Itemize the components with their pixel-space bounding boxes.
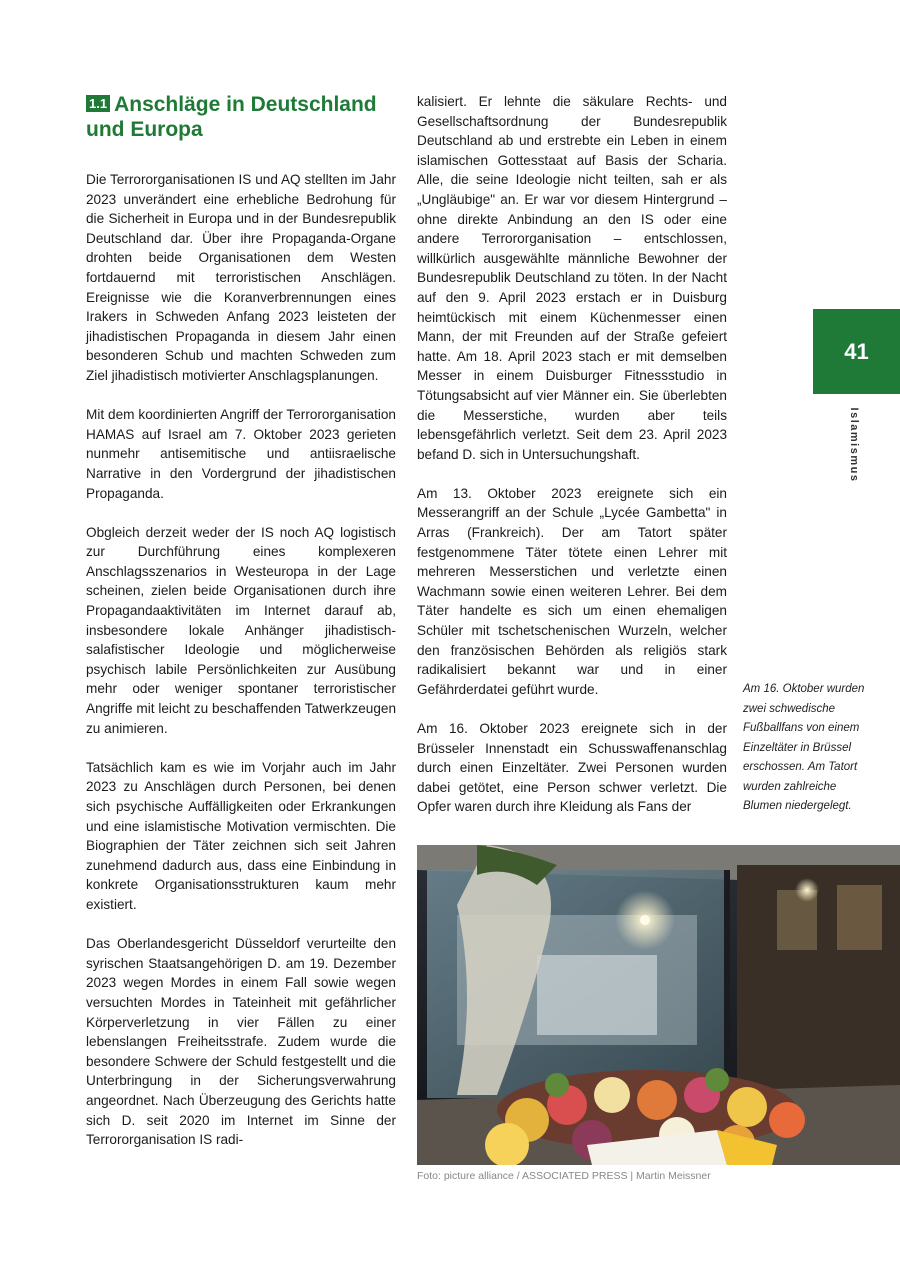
paragraph: Die Terrororganisationen IS und AQ stellten im Jahr 2023 unverändert eine erhebliche Bedrohung für die Sicherheit in Europa und in der Bundesrepublik Deutschland dar. Über ihre Propaganda-Organe drohten beide Organisationen dem Westen fortdauernd mit terroristischen Anschlägen. Ereignisse wie die Koranverbrennungen eines Irakers in Schweden Anfang 2023 leisteten der jihadistischen Propaganda in diesem Jahr einen besonderen Schub und machten Schweden zum Ziel jihadistisch motivierter Anschlagsplanungen. [86, 172, 396, 383]
page-number-tab [813, 309, 900, 394]
paragraph: Tatsächlich kam es wie im Vorjahr auch im Jahr 2023 zu Anschlägen durch Personen, bei denen sich psychische Auffälligkeiten oder Erkrankungen und eine islamistische Motivation vermischten. Die Biographien der Täter zeichnen sich seit Jahren zunehmend dadurch aus, dass eine Einbindung in konkrete Organisationsstrukturen kaum mehr existiert. [86, 759, 396, 912]
paragraph: Mit dem koordinierten Angriff der Terrororganisation HAMAS auf Israel am 7. Oktober 2023 gerieten nunmehr antisemitische und antiisraelische Narrative in den Vordergrund der jihadistischen Propaganda. [86, 407, 396, 501]
page-number: 41 [844, 338, 869, 364]
paragraph: Am 16. Oktober 2023 ereignete sich in der Brüsseler Innenstadt ein Schusswaffenanschlag durch einen Einzeltäter. Zwei Personen wurden dabei getötet, eine Person schwer verletzt. Die Opfer waren durch ihre Kleidung als Fans der [417, 721, 727, 815]
paragraph: Das Oberlandesgericht Düsseldorf verurteilte den syrischen Staatsangehörigen D. am 19. Dezember 2023 wegen Mordes in einem Fall sowie wegen versuchten Mordes in Tateinheit mit gefährlicher Körperverletzung in vier Fällen zu einer lebenslangen Freiheitsstrafe. Zudem wurde die besondere Schwere der Schuld festgestellt und die Unterbringung in der Sicherungsverwahrung angeordnet. Nach Überzeugung des Gerichts hatte sich D. seit 2020 im Internet im Sinne der Terrororganisation IS radi- [86, 936, 396, 1148]
section-heading [86, 92, 406, 142]
paragraph: Obgleich derzeit weder der IS noch AQ logistisch zur Durchführung eines komplexeren Anschlagsszenarios in Westeuropa in der Lage scheinen, zielen beide Organisationen durch ihre Propagandaaktivitäten im Internet darauf ab, insbesondere lokale Anhänger jihadistisch-salafistischer Ideologie und möglicherweise psychisch labile Persönlichkeiten zur Ausübung mehr oder weniger spontaner terroristischer Angriffe mit leicht zu beschaffenden Tatwerkzeugen zu animieren. [86, 524, 396, 736]
photo-caption: Am 16. Oktober wurden zwei schwedische Fußballfans von einem Einzeltäter in Brüssel erschossen. Am Tatort wurden zahlreiche Blumen niedergelegt. [743, 683, 865, 812]
chapter-side-label: Islamismus [848, 407, 860, 483]
paragraph: kalisiert. Er lehnte die säkulare Rechts- und Gesellschaftsordnung der Bundesrepublik Deutschland ab und erstrebte ein Leben in einem islamischen Gottesstaat auf Basis der Scharia. Alle, die seine Ideologie nicht teilten, sah er als „Ungläubige" an. Er war vor diesem Hintergrund – ohne direkte Anbindung an den IS oder eine andere Terrororganisation – entschlossen, willkürlich ausgewählte männliche Bewohner der Bundesrepublik Deutschland zu töten. In der Nacht auf den 9. April 2023 erstach er in Duisburg heimtückisch mit einem Küchenmesser einen Mann, der mit Freunden auf der Straße gefeiert hatte. Am 18. April 2023 stach er mit demselben Messer in einem Duisburger Fitnessstudio in Tötungsabsicht auf vier Männer ein. Sie überlebten die Messerstiche, wurden aber teils lebensgefährlich verletzt. Seit dem 23. April 2023 befand D. sich in Untersuchungshaft. [417, 94, 727, 462]
memorial-photo [417, 845, 900, 1165]
left-text-column [86, 170, 396, 1169]
paragraph: Am 13. Oktober 2023 ereignete sich ein Messerangriff an der Schule „Lycée Gambetta" in Arras (Frankreich). Der am Tatort später festgenommene Täter tötete einen Lehrer mit mehreren Messerstichen und verletzte einen Wachmann sowie einen weiteren Lehrer. Bei dem Täter handelte es sich um einen ehemaligen Schüler mit tschetschenischen Wurzeln, welcher den französischen Behörden als religiös stark radikalisiert bekannt war und in einer Gefährderdatei geführt wurde. [417, 485, 727, 697]
memorial-photo-illustration [417, 845, 900, 1165]
right-text-column [417, 92, 727, 837]
section-number: 1.1 [86, 95, 110, 112]
photo-credit: Foto: picture alliance / ASSOCIATED PRESS | Martin Meissner [417, 1170, 711, 1182]
section-title: Anschläge in Deutschland und Europa [86, 93, 377, 141]
